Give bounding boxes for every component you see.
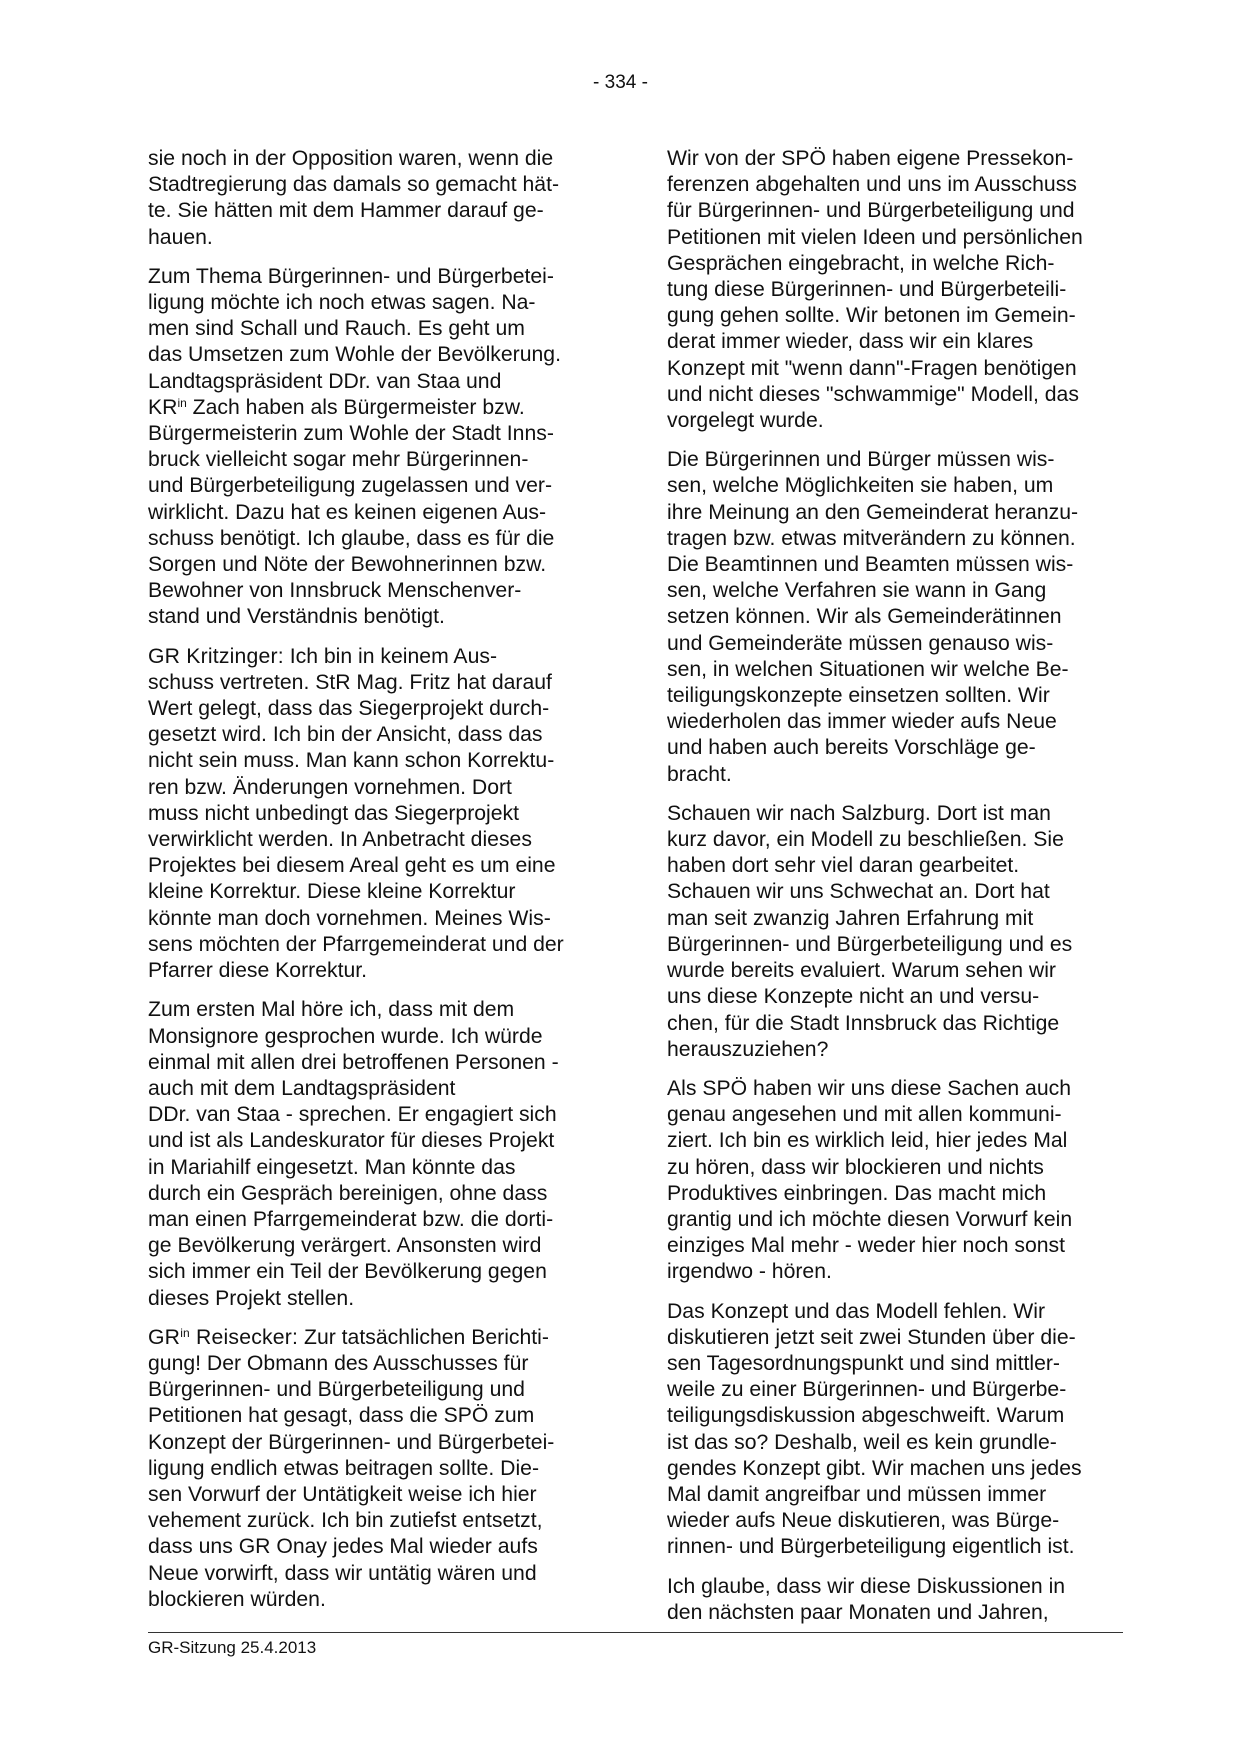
text-line: sich immer ein Teil der Bevölkerung gegen (148, 1260, 547, 1284)
text-line: wiederholen das immer wieder aufs Neue (667, 710, 1057, 734)
text-line: sie noch in der Opposition waren, wenn die (148, 147, 554, 170)
text-line: herauszuziehen? (667, 1037, 829, 1061)
paragraph (667, 1299, 1122, 1561)
left-column (148, 146, 603, 1626)
text-line: hauen. (148, 225, 213, 249)
text-line: Stadtregierung das damals so gemacht hät- (148, 173, 560, 197)
paragraph (667, 447, 1122, 788)
text-line: kleine Korrektur. Diese kleine Korrektur (148, 880, 516, 904)
text-line: wurde bereits evaluiert. Warum sehen wir (667, 959, 1056, 983)
text-line: und Bürgerbeteiligung zugelassen und ver- (148, 474, 553, 498)
text-line: sen, welche Verfahren sie wann in Gang (667, 579, 1047, 603)
text-line: Produktives einbringen. Das macht mich (667, 1181, 1047, 1205)
text-line: Als SPÖ haben wir uns diese Sachen auch (667, 1076, 1071, 1100)
text-line: auch mit dem Landtagspräsident (148, 1076, 456, 1100)
paragraph (667, 801, 1122, 1063)
text-line: man einen Pfarrgemeinderat bzw. die dorti- (148, 1207, 554, 1231)
text-line: rinnen- und Bürgerbeteiligung eigentlich ist. (667, 1535, 1075, 1559)
text-line: einziges Mal mehr - weder hier noch sonst (667, 1234, 1066, 1258)
text-line: gendes Konzept gibt. Wir machen uns jedes (667, 1456, 1082, 1480)
text-line: ge Bevölkerung verärgert. Ansonsten wird (148, 1234, 542, 1258)
text-line: genau angesehen und mit allen kommuni- (667, 1103, 1062, 1127)
text-line: ziert. Ich bin es wirklich leid, hier jedes Mal (667, 1129, 1068, 1153)
text-line: Sorgen und Nöte der Bewohnerinnen bzw. (148, 553, 547, 577)
text-line: den nächsten paar Monaten und Jahren, (667, 1600, 1049, 1624)
text-line: $GR^{in}$ Reisecker: Zur tatsächlichen Berichti- (148, 1325, 549, 1349)
text-line: für Bürgerinnen- und Bürgerbeteiligung und (667, 199, 1075, 223)
speaker-name: GR Kritzinger: (148, 644, 284, 668)
text-line: blockieren würden. (148, 1587, 326, 1611)
text-line: ligung möchte ich noch etwas sagen. Na- (148, 291, 536, 315)
text-line: in Mariahilf eingesetzt. Man könnte das (148, 1155, 516, 1179)
text-line: schuss benötigt. Ich glaube, dass es für die (148, 526, 555, 550)
text-line: ferenzen abgehalten und uns im Ausschuss (667, 173, 1077, 197)
text-line: ihre Meinung an den Gemeinderat heranzu- (667, 500, 1079, 524)
text-line: Die Beamtinnen und Beamten müssen wis- (667, 553, 1074, 577)
text-line: Bürgerinnen- und Bürgerbeteiligung und es (667, 932, 1073, 956)
right-column (667, 146, 1122, 1639)
text-line: Gesprächen eingebracht, in welche Rich- (667, 251, 1055, 275)
text-line: vehement zurück. Ich bin zutiefst entsetzt, (148, 1509, 543, 1533)
text-line: das Umsetzen zum Wohle der Bevölkerung. (148, 343, 561, 367)
text-line: Die Bürgerinnen und Bürger müssen wis- (667, 448, 1055, 472)
text-line: Monsignore gesprochen wurde. Ich würde (148, 1024, 543, 1048)
text-line: gesetzt wird. Ich bin der Ansicht, dass das (148, 723, 543, 747)
text-line: gung gehen sollte. Wir betonen im Gemein- (667, 304, 1076, 328)
text-line: ist das so? Deshalb, weil es kein grundle- (667, 1430, 1057, 1454)
text-line: Petitionen mit vielen Ideen und persönlichen (667, 225, 1083, 249)
text-line: sen Vorwurf der Untätigkeit weise ich hier (148, 1482, 537, 1506)
text-line: Schauen wir uns Schwechat an. Dort hat (667, 880, 1050, 904)
text-line: und Gemeinderäte müssen genauso wis- (667, 631, 1054, 655)
text-line: weile zu einer Bürgerinnen- und Bürgerbe- (667, 1378, 1067, 1402)
text-line: ren bzw. Änderungen vornehmen. Dort (148, 775, 512, 799)
speaker-paragraph (148, 1325, 603, 1613)
text-line: Mal damit angreifbar und müssen immer (667, 1482, 1047, 1506)
text-line: und nicht dieses "schwammige" Modell, das (667, 382, 1079, 406)
paragraph (667, 146, 1122, 434)
text-line: $KR^{in}$ Zach haben als Bürgermeister bzw. (148, 395, 525, 419)
footer-session-date: GR-Sitzung 25.4.2013 (148, 1638, 317, 1657)
text-line: Zum Thema Bürgerinnen- und Bürgerbetei- (148, 264, 554, 288)
text-line: gung! Der Obmann des Ausschusses für (148, 1351, 529, 1375)
text-line: Bürgermeisterin zum Wohle der Stadt Inns- (148, 422, 554, 446)
paragraph (148, 146, 603, 251)
text-line: wirklicht. Dazu hat es keinen eigenen Aus- (148, 500, 547, 524)
text-line: Ich glaube, dass wir diese Diskussionen in (667, 1574, 1066, 1598)
text-line: verwirklicht werden. In Anbetracht dieses (148, 828, 532, 852)
text-line: diskutieren jetzt seit zwei Stunden über die- (667, 1325, 1076, 1349)
text-line: Wert gelegt, dass das Siegerprojekt durch- (148, 697, 550, 721)
text-line: Das Konzept und das Modell fehlen. Wir (667, 1299, 1046, 1323)
text-line: Projektes bei diesem Areal geht es um eine (148, 854, 556, 878)
text-line: und ist als Landeskurator für dieses Projekt (148, 1129, 555, 1153)
text-line: schuss vertreten. StR Mag. Fritz hat darauf (148, 670, 552, 694)
text-line: Pfarrer diese Korrektur. (148, 959, 368, 983)
text-line: kurz davor, ein Modell zu beschließen. Sie (667, 828, 1064, 852)
paragraph (148, 997, 603, 1311)
text-line: nicht sein muss. Man kann schon Korrektu- (148, 749, 555, 773)
text-line: tragen bzw. etwas mitverändern zu können. (667, 526, 1076, 550)
speaker-name: $GR^{in}$ Reisecker: (148, 1325, 299, 1349)
text-line: wieder aufs Neue diskutieren, was Bürge- (667, 1509, 1060, 1533)
text-line: ligung endlich etwas beitragen sollte. Die- (148, 1456, 540, 1480)
page-number: - 334 - (593, 72, 648, 93)
text-line: Zum ersten Mal höre ich, dass mit dem (148, 998, 515, 1022)
text-line: sen, welche Möglichkeiten sie haben, um (667, 474, 1054, 498)
paragraph (148, 264, 603, 631)
text-line: durch ein Gespräch bereinigen, ohne dass (148, 1181, 548, 1205)
speaker-paragraph (148, 644, 603, 985)
text-line: men sind Schall und Rauch. Es geht um (148, 317, 525, 341)
text-line: stand und Verständnis benötigt. (148, 605, 445, 629)
text-line: Konzept der Bürgerinnen- und Bürgerbetei- (148, 1430, 555, 1454)
text-line: teiligungsdiskussion abgeschweift. Warum (667, 1404, 1065, 1428)
text-line: sens möchten der Pfarrgemeinderat und der (148, 932, 564, 956)
text-line: Landtagspräsident DDr. van Staa und (148, 369, 502, 393)
text-line: könnte man doch vornehmen. Meines Wis- (148, 906, 551, 930)
text-line: Bewohner von Innsbruck Menschenver- (148, 579, 522, 603)
text-line: haben dort sehr viel daran gearbeitet. (667, 854, 1020, 878)
text-line: DDr. van Staa - sprechen. Er engagiert sich (148, 1103, 557, 1127)
text-line: uns diese Konzepte nicht an und versu- (667, 985, 1040, 1009)
text-line: chen, für die Stadt Innsbruck das Richtige (667, 1011, 1060, 1035)
text-line: tung diese Bürgerinnen- und Bürgerbeteili- (667, 278, 1067, 302)
text-line: Bürgerinnen- und Bürgerbeteiligung und (148, 1378, 525, 1402)
text-line: te. Sie hätten mit dem Hammer darauf ge- (148, 199, 544, 223)
text-line: einmal mit allen drei betroffenen Personen - (148, 1050, 559, 1074)
text-line: setzen können. Wir als Gemeinderätinnen (667, 605, 1062, 629)
paragraph (667, 1574, 1122, 1626)
text-line: Konzept mit "wenn dann"-Fragen benötigen (667, 356, 1077, 380)
text-line: Neue vorwirft, dass wir untätig wären und (148, 1561, 537, 1585)
text-line: man seit zwanzig Jahren Erfahrung mit (667, 906, 1034, 930)
text-line: Schauen wir nach Salzburg. Dort ist man (667, 801, 1051, 825)
text-line: irgendwo - hören. (667, 1260, 832, 1284)
text-line: zu hören, dass wir blockieren und nichts (667, 1155, 1044, 1179)
footer-divider (148, 1632, 1123, 1633)
text-line: vorgelegt wurde. (667, 409, 824, 433)
text-line: sen Tagesordnungspunkt und sind mittler- (667, 1351, 1060, 1375)
text-line: Wir von der SPÖ haben eigene Pressekon- (667, 147, 1074, 170)
text-line: muss nicht unbedingt das Siegerprojekt (148, 801, 519, 825)
text-line: Petitionen hat gesagt, dass die SPÖ zum (148, 1404, 535, 1428)
text-line: grantig und ich möchte diesen Vorwurf kein (667, 1207, 1073, 1231)
paragraph (667, 1076, 1122, 1286)
text-line: derat immer wieder, dass wir ein klares (667, 330, 1034, 354)
text-line: bruck vielleicht sogar mehr Bürgerinnen- (148, 448, 529, 472)
text-line: GR Kritzinger: Ich bin in keinem Aus- (148, 644, 498, 668)
text-line: dass uns GR Onay jedes Mal wieder aufs (148, 1535, 538, 1559)
text-line: teiligungskonzepte einsetzen sollten. Wir (667, 684, 1050, 708)
text-line: und haben auch bereits Vorschläge ge- (667, 736, 1036, 760)
text-line: bracht. (667, 762, 732, 786)
text-line: sen, in welchen Situationen wir welche Be- (667, 657, 1069, 681)
text-line: dieses Projekt stellen. (148, 1286, 355, 1310)
